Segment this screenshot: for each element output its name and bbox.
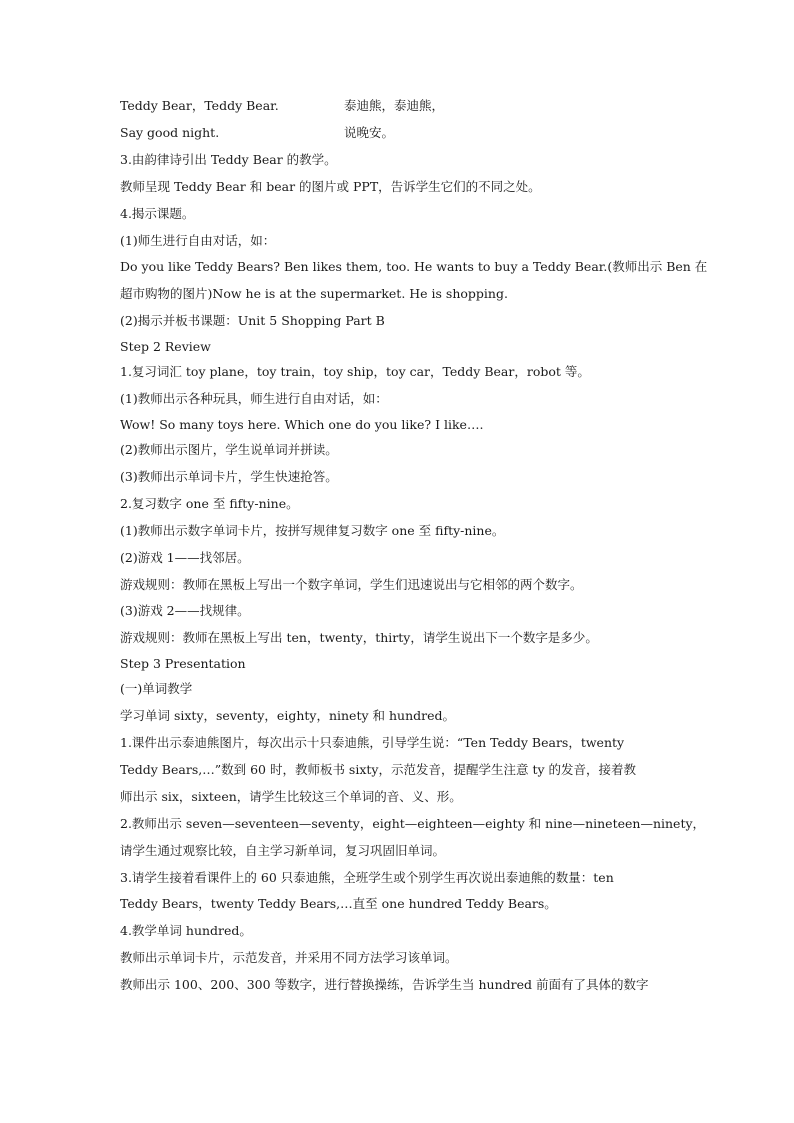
paragraph-line: 师出示 six，sixteen，请学生比较这三个单词的音、义、形。 (120, 788, 462, 804)
poem-line (120, 93, 680, 120)
paragraph-line: Teddy Bears,…”数到 60 时，教师板书 sixty，示范发音，提醒学生注意 ty 的发音，接着教 (120, 761, 636, 777)
paragraph-line: Teddy Bears，twenty Teddy Bears,…直至 one hundred Teddy Bears。 (120, 896, 557, 912)
paragraph-line: (3)游戏 2——找规律。 (120, 603, 250, 619)
document-page (120, 93, 708, 999)
paragraph-line: (2)揭示并板书课题：Unit 5 Shopping Part B (120, 313, 385, 329)
paragraph-line: 游戏规则：教师在黑板上写出 ten，twenty，thirty，请学生说出下一个数字是多少。 (120, 630, 598, 646)
poem-english: Say good night. (120, 124, 220, 140)
poem-english: Teddy Bear，Teddy Bear. (120, 98, 279, 113)
paragraph-line: 教师出示单词卡片，示范发音，并采用不同方法学习该单词。 (120, 950, 458, 966)
paragraph-line: 1.课件出示泰迪熊图片，每次出示十只泰迪熊，引导学生说：“Ten Teddy Bears，twenty (120, 735, 625, 751)
paragraph-line: 1.复习词汇 toy plane，toy train，toy ship，toy car，Teddy Bear，robot 等。 (120, 364, 590, 380)
paragraph-line: Do you like Teddy Bears? Ben likes them, too. He wants to buy a Teddy Bear.(教师出示 Ben 在 (120, 259, 708, 275)
paragraph-line: Wow! So many toys here. Which one do you like? I like…. (120, 416, 484, 432)
paragraph-line: 2.教师出示 seven—seventeen—seventy，eight—eighteen—eighty 和 nine—nineteen—ninety， (120, 815, 706, 831)
section-heading: 3.由韵律诗引出 Teddy Bear 的教学。 (120, 151, 337, 167)
subsection-heading: (一)单词教学 (120, 681, 193, 697)
paragraph-line: (3)教师出示单词卡片，学生快速抢答。 (120, 468, 338, 484)
paragraph-line: 超市购物的图片)Now he is at the supermarket. He is shopping. (120, 286, 508, 302)
paragraph-line: 教师出示 100、200、300 等数字，进行替换操练，告诉学生当 hundred 前面有了具体的数字 (120, 977, 649, 993)
paragraph-line: (1)教师出示各种玩具，师生进行自由对话，如： (120, 391, 388, 407)
section-heading: 4.教学单词 hundred。 (120, 923, 252, 939)
paragraph-line: 学习单词 sixty，seventy，eighty，ninety 和 hundred。 (120, 708, 456, 724)
step-heading: Step 2 Review (120, 339, 211, 355)
paragraph-line: 游戏规则：教师在黑板上写出一个数字单词，学生们迅速说出与它相邻的两个数字。 (120, 576, 583, 592)
poem-chinese: 说晚安。 (344, 124, 395, 140)
paragraph-line: (1)师生进行自由对话，如： (120, 232, 276, 248)
paragraph-line: (2)教师出示图片，学生说单词并拼读。 (120, 441, 338, 457)
poem-line (120, 120, 680, 147)
paragraph-line: 3.请学生接着看课件上的 60 只泰迪熊，全班学生或个别学生再次说出泰迪熊的数量：ten (120, 869, 614, 885)
poem-chinese: 泰迪熊，泰迪熊， (344, 98, 445, 113)
paragraph-line: (1)教师出示数字单词卡片，按拼写规律复习数字 one 至 fifty-nine。 (120, 522, 505, 538)
step-heading: Step 3 Presentation (120, 656, 246, 672)
paragraph-line: 教师呈现 Teddy Bear 和 bear 的图片或 PPT，告诉学生它们的不同之处。 (120, 178, 541, 194)
section-heading: 4.揭示课题。 (120, 205, 195, 221)
paragraph-line: 请学生通过观察比较，自主学习新单词，复习巩固旧单词。 (120, 842, 446, 858)
section-heading: 2.复习数字 one 至 fifty-nine。 (120, 495, 299, 511)
paragraph-line: (2)游戏 1——找邻居。 (120, 549, 250, 565)
